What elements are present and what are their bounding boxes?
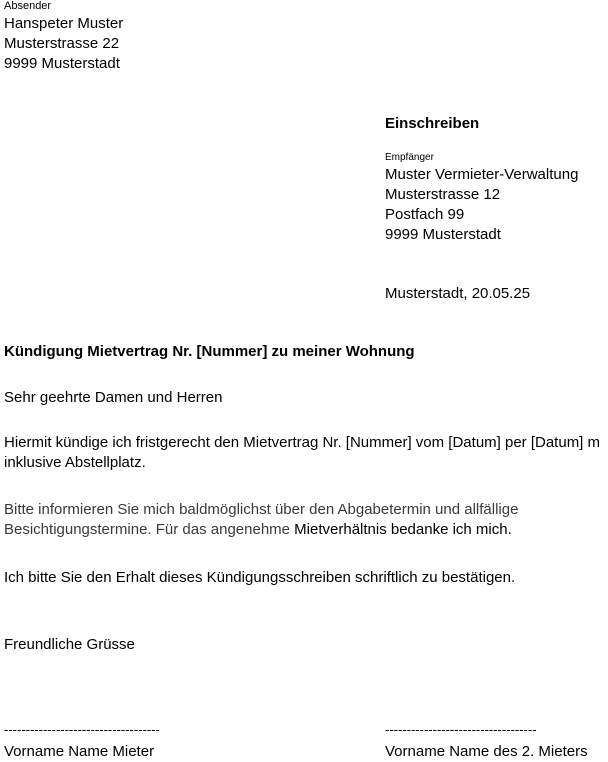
paragraph-line xyxy=(4,520,518,540)
sender-city: 9999 Musterstadt xyxy=(4,55,120,72)
place-date: Musterstadt, 20.05.25 xyxy=(385,285,531,302)
closing-greeting: Freundliche Grüsse xyxy=(4,636,135,653)
recipient-label: Empfänger xyxy=(385,152,434,163)
sender-address xyxy=(4,14,123,74)
signature-line-tenant: ------------------------------------ xyxy=(4,722,160,737)
sender-label: Absender xyxy=(4,0,52,12)
recipient-po-box: Postfach 99 xyxy=(385,206,465,223)
signature-name-tenant: Vorname Name Mieter xyxy=(4,743,155,760)
paragraph-termination xyxy=(4,433,600,473)
paragraph-handover xyxy=(4,500,518,540)
paragraph-line: Bitte informieren Sie mich baldmöglichst über den Abgabetermin und allfällige xyxy=(4,501,519,518)
paragraph-line: inklusive Abstellplatz. xyxy=(4,454,146,471)
signature-line-second-tenant: ----------------------------------- xyxy=(385,722,537,737)
paragraph-line-part: Besichtigungstermine. Für das angenehme xyxy=(4,521,295,538)
sender-name: Hanspeter Muster xyxy=(4,15,124,32)
recipient-city: 9999 Musterstadt xyxy=(385,226,501,243)
sender-street: Musterstrasse 22 xyxy=(4,35,120,52)
salutation: Sehr geehrte Damen und Herren xyxy=(4,389,223,406)
signature-name-second-tenant: Vorname Name des 2. Mieters xyxy=(385,743,588,760)
recipient-name: Muster Vermieter-Verwaltung xyxy=(385,166,579,183)
recipient-address xyxy=(385,165,578,245)
paragraph-line: Hiermit kündige ich fristgerecht den Mietvertrag Nr. [Nummer] vom [Datum] per [Datum] m xyxy=(4,434,601,451)
paragraph-line-part: Mietverhältnis bedanke ich mich. xyxy=(294,521,512,538)
paragraph-confirmation: Ich bitte Sie den Erhalt dieses Kündigungsschreiben schriftlich zu bestätigen. xyxy=(4,569,516,586)
delivery-type: Einschreiben xyxy=(385,115,480,132)
letter-subject: Kündigung Mietvertrag Nr. [Nummer] zu meiner Wohnung xyxy=(4,343,415,360)
recipient-street: Musterstrasse 12 xyxy=(385,186,501,203)
